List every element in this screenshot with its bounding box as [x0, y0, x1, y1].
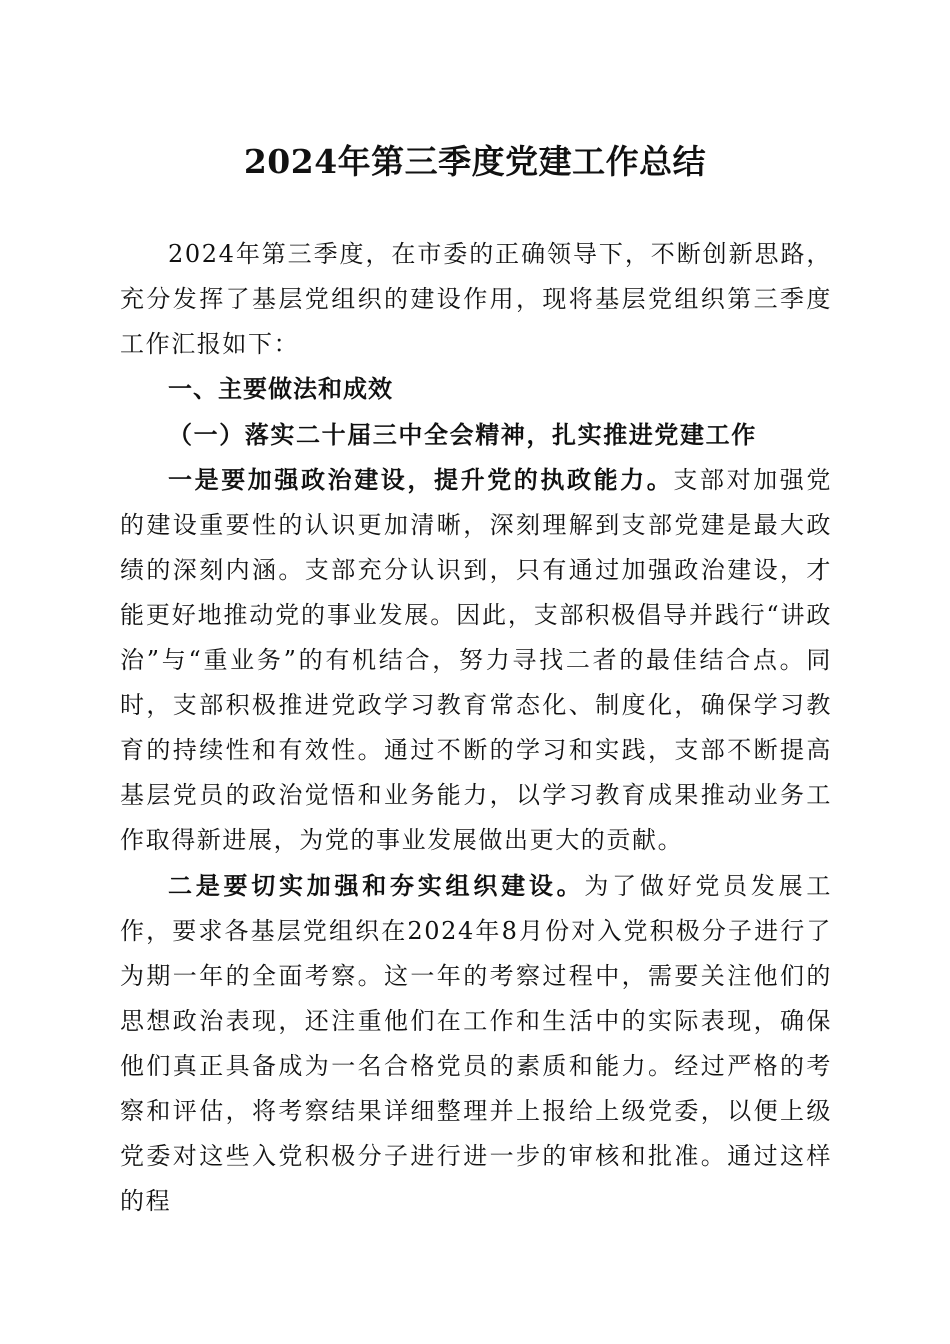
paragraph-body-political-building: 支部对加强党的建设重要性的认识更加清晰，深刻理解到支部党建是最大政绩的深刻内涵。支部充分认识到，只有通过加强政治建设，才能更好地推动党的事业发展。因此，支部积极倡导并践行“讲政治”与“重业务”的有机结合，努力寻找二者的最佳结合点。同时，支部积极推进党政学习教育常态化、制度化，确保学习教育的持续性和有效性。通过不断的学习和实践，支部不断提高基层党员的政治觉悟和业务能力，以学习教育成果推动业务工作取得新进展，为党的事业发展做出更大的贡献。	[120, 466, 832, 854]
document-body	[120, 232, 832, 1224]
paragraph-political-building	[120, 457, 832, 863]
document-title: 2024年第三季度党建工作总结	[243, 142, 707, 181]
paragraph-organization-building	[120, 863, 832, 1224]
subsection-heading-plenary-spirit: （一）落实二十届三中全会精神，扎实推进党建工作	[168, 420, 757, 449]
paragraph-lead-political-building: 一是要加强政治建设，提升党的执政能力。	[168, 465, 674, 494]
paragraph-body-organization-building: 为了做好党员发展工作，要求各基层党组织在2024年8月份对入党积极分子进行了为期一年的全面考察。这一年的考察过程中，需要关注他们的思想政治表现，还注重他们在工作和生活中的实际表现，确保他们真正具备成为一名合格党员的素质和能力。经过严格的考察和评估，将考察结果详细整理并上报给上级党委，以便上级党委对这些入党积极分子进行进一步的审核和批准。通过这样的程	[120, 872, 832, 1215]
section-heading-main-practices: 一、主要做法和成效	[168, 375, 393, 403]
paragraph-lead-organization-building: 二是要切实加强和夯实组织建设。	[168, 871, 585, 900]
intro-paragraph: 2024年第三季度，在市委的正确领导下，不断创新思路，充分发挥了基层党组织的建设作用，现将基层党组织第三季度工作汇报如下：	[120, 240, 832, 358]
